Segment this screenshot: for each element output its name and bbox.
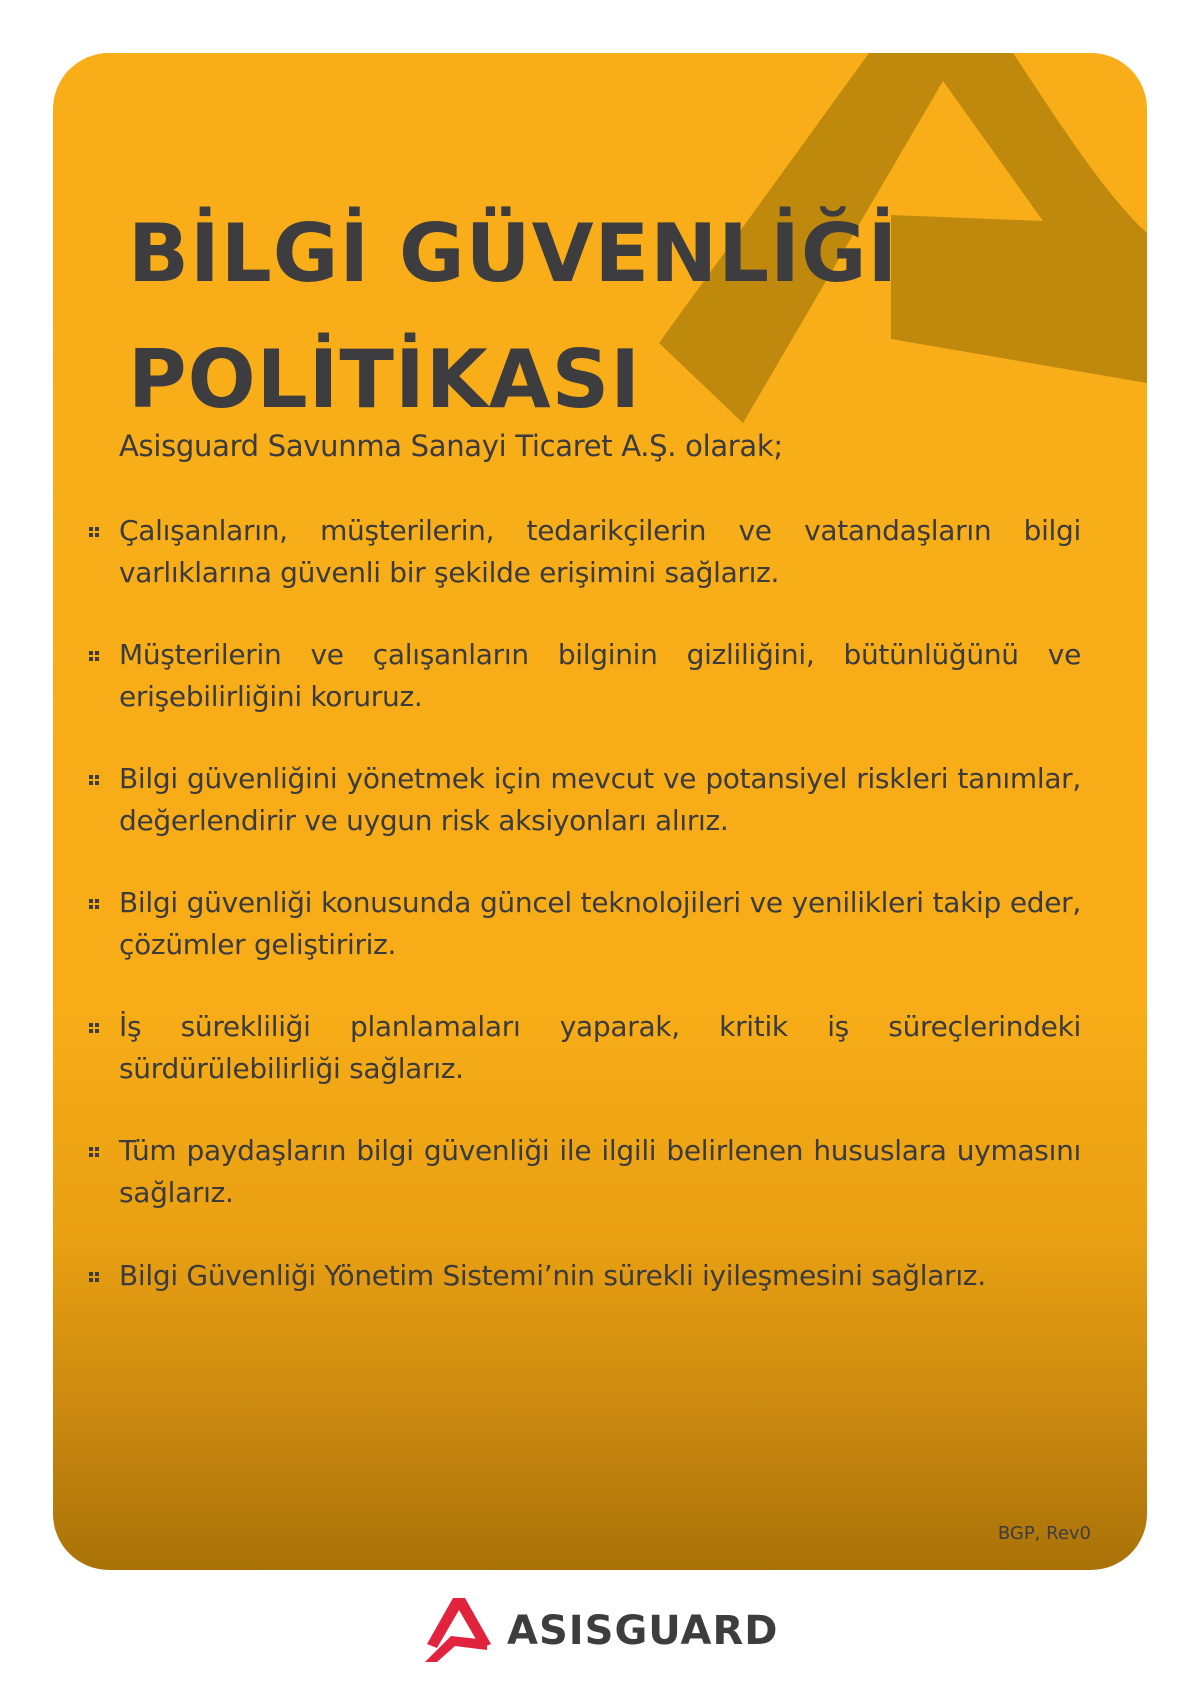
page-title (128, 191, 898, 443)
bullet-icon (89, 1147, 99, 1157)
intro-text: Asisguard Savunma Sanayi Ticaret A.Ş. olarak; (119, 429, 783, 463)
list-item-text: Çalışanların, müşterilerin, tedarikçilerin ve vatandaşların bilgi varlıklarına güvenli bir şekilde erişimini sağlarız. (119, 514, 1081, 589)
list-item-text: Müşterilerin ve çalışanların bilginin gizliliğini, bütünlüğünü ve erişebilirliğini koruruz. (119, 638, 1081, 713)
bullet-icon (89, 1023, 99, 1033)
list-item (119, 1006, 1081, 1090)
list-item (119, 758, 1081, 842)
brand-name: ASISGUARD (507, 1608, 779, 1654)
list-item (119, 1255, 1081, 1297)
title-line-2: POLİTİKASI (128, 333, 642, 426)
list-item-text: Bilgi Güvenliği Yönetim Sistemi’nin sürekli iyileşmesini sağlarız. (119, 1259, 986, 1292)
document-code: BGP, Rev0 (997, 1523, 1091, 1544)
list-item (119, 882, 1081, 966)
bullet-icon (89, 1272, 99, 1282)
list-item-text: Bilgi güvenliği konusunda güncel teknolojileri ve yenilikleri takip eder, çözümler geliştiririz. (119, 886, 1081, 961)
list-item (119, 1130, 1081, 1214)
list-item-text: İş sürekliliği planlamaları yaparak, kritik iş süreçlerindeki sürdürülebilirliği sağlarız. (119, 1010, 1081, 1085)
list-item-text: Tüm paydaşların bilgi güvenliği ile ilgili belirlenen hususlara uymasını sağlarız. (119, 1134, 1081, 1209)
list-item (119, 634, 1081, 718)
bullet-icon (89, 527, 99, 537)
list-item-text: Bilgi güvenliğini yönetmek için mevcut ve potansiyel riskleri tanımlar, değerlendirir ve uygun risk aksiyonları alırız. (119, 762, 1081, 837)
title-line-1: BİLGİ GÜVENLİĞİ (128, 207, 899, 300)
list-item (119, 510, 1081, 594)
brand-logo (423, 1598, 783, 1668)
asisguard-logo-icon (423, 1598, 491, 1662)
bullet-icon (89, 899, 99, 909)
bullet-icon (89, 775, 99, 785)
policy-card (53, 53, 1147, 1570)
bullet-icon (89, 651, 99, 661)
